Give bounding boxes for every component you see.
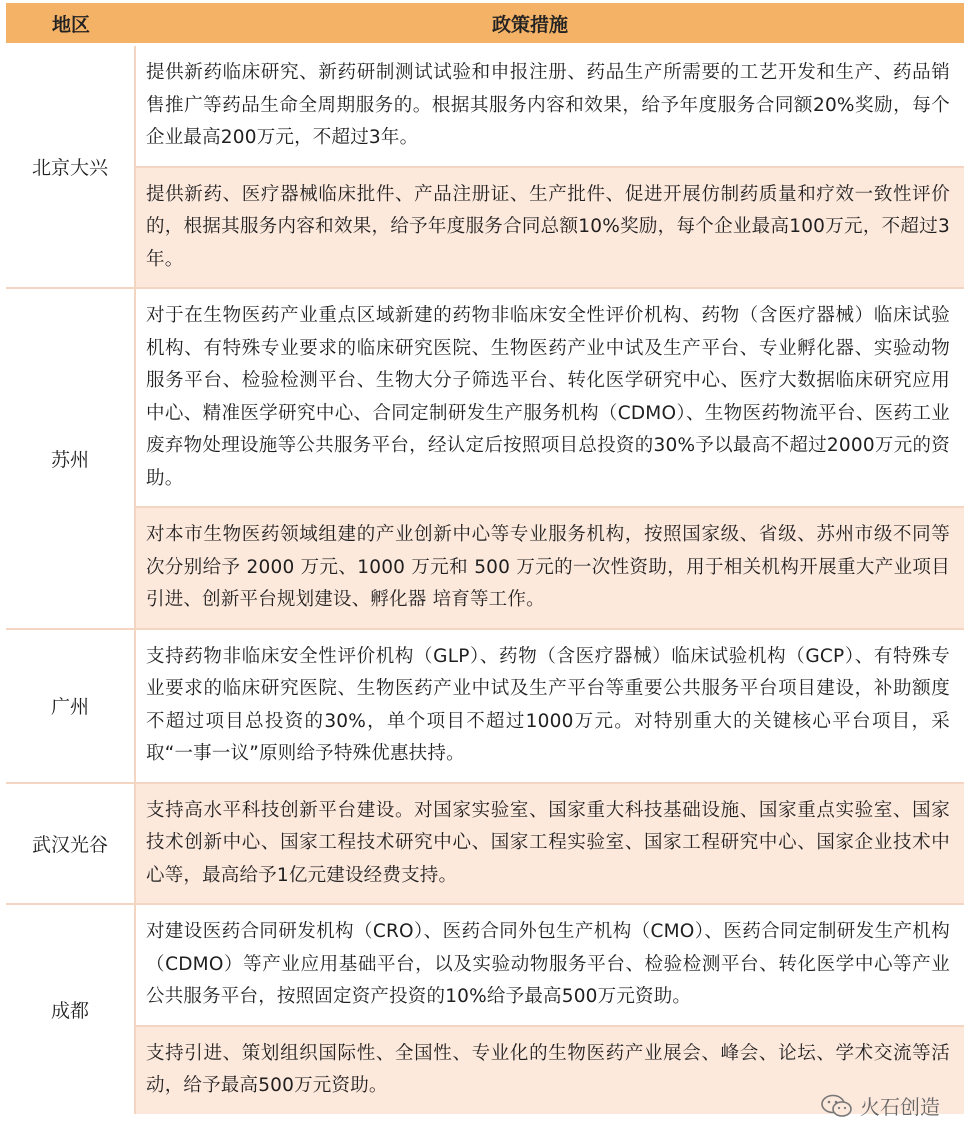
region-cell: 广州: [6, 630, 136, 782]
region-column-header: 地区: [51, 13, 90, 36]
policy-cell: 支持高水平科技创新平台建设。对国家实验室、国家重大科技基础设施、国家重点实验室、国家技术创新中心、国家工程技术研究中心、国家工程实验室、国家工程研究中心、国家企业技术中心等，最高给予1亿元建设经费支持。: [136, 784, 964, 904]
region-group-beijing-daxing: [6, 46, 964, 289]
region-cell: 武汉光谷: [6, 784, 136, 904]
policy-cell: 提供新药临床研究、新药研制测试试验和申报注册、药品生产所需要的工艺开发和生产、药品销售推广等药品生命全周期服务的。根据其服务内容和效果，给予年度服务合同额20%奖励，每个企业最高200万元，不超过3年。: [136, 46, 964, 168]
region-cell: 苏州: [6, 289, 136, 628]
region-cell: 北京大兴: [6, 46, 136, 287]
policy-cell: 支持药物非临床安全性评价机构（GLP）、药物（含医疗器械）临床试验机构（GCP）、有特殊专业要求的临床研究医院、生物医药产业中试及生产平台等重要公共服务平台项目建设，补助额度不超过项目总投资的30%，单个项目不超过1000万元。对特别重大的关键核心平台项目，采取“一事一议”原则给予特殊优惠扶持。: [136, 630, 964, 782]
table-header: [6, 3, 964, 43]
policy-cell: 支持引进、策划组织国际性、全国性、专业化的生物医药产业展会、峰会、论坛、学术交流等活动，给予最高500万元资助。: [136, 1027, 964, 1114]
region-cell: 成都: [6, 905, 136, 1114]
region-group-guangzhou: [6, 630, 964, 784]
policy-cell: 对本市生物医药领域组建的产业创新中心等专业服务机构，按照国家级、省级、苏州市级不同等次分别给予 2000 万元、1000 万元和 500 万元的一次性资助，用于相关机构开展重大产业项目引进、创新平台规划建设、孵化器 培育等工作。: [136, 508, 964, 628]
wechat-icon: [820, 1094, 854, 1118]
policy-table: [6, 46, 964, 1114]
watermark: [820, 1091, 940, 1120]
policy-cell: 对建设医药合同研发机构（CRO）、医药合同外包生产机构（CMO）、医药合同定制研发生产机构（CDMO）等产业应用基础平台，以及实验动物服务平台、检验检测平台、转化医学中心等产业公共服务平台，按照固定资产投资的10%给予最高500万元资助。: [136, 905, 964, 1027]
region-group-suzhou: [6, 289, 964, 630]
watermark-text: 火石创造: [860, 1095, 940, 1119]
policy-cell: 提供新药、医疗器械临床批件、产品注册证、生产批件、促进开展仿制药质量和疗效一致性评价的，根据其服务内容和效果，给予年度服务合同总额10%奖励，每个企业最高100万元，不超过3年。: [136, 168, 964, 288]
policy-cell: 对于在生物医药产业重点区域新建的药物非临床安全性评价机构、药物（含医疗器械）临床试验机构、有特殊专业要求的临床研究医院、生物医药产业中试及生产平台、专业孵化器、实验动物服务平台、检验检测平台、生物大分子筛选平台、转化医学研究中心、医疗大数据临床研究应用中心、精准医学研究中心、合同定制研发生产服务机构（CDMO）、生物医药物流平台、医药工业废弃物处理设施等公共服务平台，经认定后按照项目总投资的30%予以最高不超过2000万元的资助。: [136, 289, 964, 508]
region-group-wuhan-guanggu: [6, 784, 964, 906]
policy-column-header: 政策措施: [491, 13, 568, 36]
region-group-chengdu: [6, 905, 964, 1114]
